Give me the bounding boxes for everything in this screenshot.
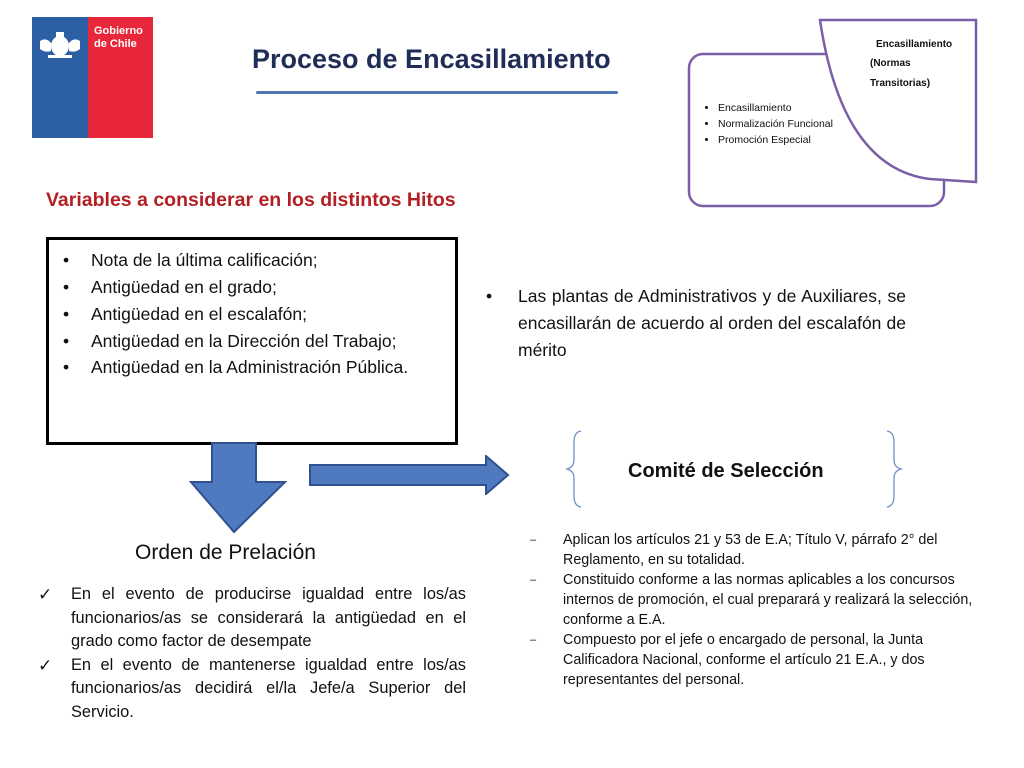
right-arrow-icon <box>308 455 510 495</box>
variable-item: • Nota de la última calificación; <box>61 247 445 274</box>
bullet-dot: • <box>486 286 493 306</box>
orden-list <box>38 583 466 724</box>
comite-item: – Aplican los artículos 21 y 53 de E.A; Título V, párrafo 2° del Reglamento, en su totalidad. <box>528 530 974 570</box>
comite-item: – Constituido conforme a las normas aplicables a los concursos internos de promoción, el cual preparará y realizará la selección, conforme a E.A. <box>528 570 974 630</box>
diagram-label-line1: Encasillamiento <box>876 39 953 50</box>
page-title: Proceso de Encasillamiento <box>252 44 611 74</box>
comite-list <box>528 530 974 690</box>
coat-of-arms-icon <box>38 31 82 59</box>
section-subtitle: Variables a considerar en los distintos Hitos <box>46 189 456 211</box>
plantas-paragraph <box>484 283 906 364</box>
orden-item <box>38 654 466 725</box>
orden-title: Orden de Prelación <box>135 541 316 564</box>
gobierno-de-chile-logo <box>32 17 153 138</box>
checkmark-icon: ✓ <box>38 585 53 604</box>
orden-item <box>38 583 466 654</box>
variable-item: • Antigüedad en el grado; <box>61 274 445 301</box>
right-brace-icon <box>881 430 903 508</box>
diagram-item: • Encasillamiento <box>718 100 833 116</box>
variable-item: • Antigüedad en la Administración Pública. <box>61 354 445 380</box>
orden-item-text: En el evento de producirse igualdad entre los/as funcionarios/as se considerará la antigüedad en el grado como factor de desempate <box>71 585 466 650</box>
diagram-label-line2: (Normas <box>870 58 911 69</box>
variables-box <box>46 237 458 445</box>
variable-item: • Antigüedad en la Dirección del Trabajo; <box>61 328 445 354</box>
diagram-label-line3: Transitorias) <box>870 78 931 89</box>
logo-line2: de Chile <box>94 38 137 50</box>
left-brace-icon <box>565 430 587 508</box>
diagram-item: • Promoción Especial <box>718 132 833 148</box>
down-arrow-icon <box>189 442 287 534</box>
orden-item-text: En el evento de mantenerse igualdad entre los/as funcionarios/as decidirá el/la Jefe/a Superior del Servicio. <box>71 655 466 721</box>
diagram-item-list <box>706 100 833 148</box>
title-underline <box>256 91 618 94</box>
logo-line1: Gobierno <box>94 25 143 37</box>
diagram-item: • Normalización Funcional <box>718 116 833 132</box>
plantas-text: Las plantas de Administrativos y de Auxiliares, se encasillarán de acuerdo al orden del escalafón de mérito <box>518 286 906 360</box>
variables-list <box>61 247 445 380</box>
variable-item: • Antigüedad en el escalafón; <box>61 301 445 328</box>
comite-item: – Compuesto por el jefe o encargado de personal, la Junta Calificadora Nacional, conforme el artículo 21 E.A., y dos representantes del personal. <box>528 630 974 690</box>
comite-title: Comité de Selección <box>628 460 824 482</box>
checkmark-icon: ✓ <box>38 655 53 675</box>
